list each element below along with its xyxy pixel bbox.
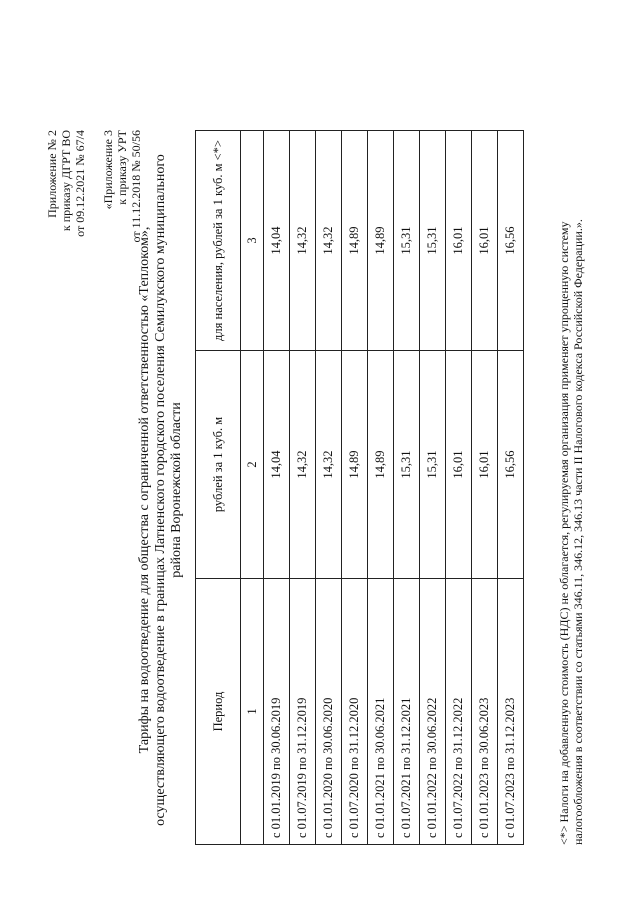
title-line: Тарифы на водоотведение для общества с ограниченной ответственностью «Теплоком», xyxy=(137,226,152,754)
period-cell: с 01.07.2021 по 31.12.2021 xyxy=(394,579,420,845)
period-cell: с 01.07.2020 по 31.12.2020 xyxy=(342,579,368,845)
population-price-cell: 14,32 xyxy=(316,131,342,351)
title-line: района Воронежской области xyxy=(169,402,184,578)
period-cell: с 01.01.2023 по 30.06.2023 xyxy=(472,579,498,845)
price-cell: 14,32 xyxy=(316,351,342,579)
footnote xyxy=(557,130,585,845)
population-price-cell: 15,31 xyxy=(394,131,420,351)
period-cell: с 01.01.2020 по 30.06.2020 xyxy=(316,579,342,845)
population-price-cell: 14,89 xyxy=(368,131,394,351)
approval-line: от 09.12.2021 № 67/4 xyxy=(73,130,87,237)
tariff-table xyxy=(195,130,524,845)
approval-line: Приложение № 2 xyxy=(45,130,59,218)
table-row xyxy=(498,131,524,845)
column-number: 3 xyxy=(241,131,264,351)
period-cell: с 01.07.2022 по 31.12.2022 xyxy=(446,579,472,845)
price-cell: 14,04 xyxy=(264,351,290,579)
population-price-cell: 15,31 xyxy=(420,131,446,351)
column-number-row xyxy=(241,131,264,845)
approval-line: к приказу ДГРТ ВО xyxy=(59,130,73,232)
title-line: осуществляющего водоотведение в границах Латненского городского поселения Семилукского муниципального xyxy=(153,154,168,826)
footnote-line: налогообложения в соответствии со статьями 346.11, 346.12, 346.13 части II Налогового кодекса Российской Федерации.». xyxy=(571,219,585,845)
table-row xyxy=(446,131,472,845)
price-cell: 16,01 xyxy=(472,351,498,579)
table-row xyxy=(290,131,316,845)
document-page xyxy=(45,120,605,860)
header-period: Период xyxy=(196,579,241,845)
document-title xyxy=(137,120,185,860)
period-cell: с 01.07.2023 по 31.12.2023 xyxy=(498,579,524,845)
table-row xyxy=(342,131,368,845)
price-cell: 16,56 xyxy=(498,351,524,579)
approval-line: к приказу УРТ xyxy=(115,130,129,205)
population-price-cell: 14,04 xyxy=(264,131,290,351)
column-number: 2 xyxy=(241,351,264,579)
period-cell: с 01.07.2019 по 31.12.2019 xyxy=(290,579,316,845)
footnote-line: <*> Налоги на добавленную стоимость (НДС) не облагается, регулируемая организация применяет упрощенную систему xyxy=(557,221,571,845)
population-price-cell: 14,89 xyxy=(342,131,368,351)
table-row xyxy=(316,131,342,845)
period-cell: с 01.01.2019 по 30.06.2019 xyxy=(264,579,290,845)
population-price-cell: 16,01 xyxy=(446,131,472,351)
table-row xyxy=(420,131,446,845)
table-row xyxy=(264,131,290,845)
approval-line: от 11.12.2018 № 50/56 xyxy=(129,130,143,243)
price-cell: 15,31 xyxy=(420,351,446,579)
approval-line: «Приложение 3 xyxy=(101,130,115,210)
price-cell: 14,89 xyxy=(342,351,368,579)
period-cell: с 01.01.2021 по 30.06.2021 xyxy=(368,579,394,845)
population-price-cell: 14,32 xyxy=(290,131,316,351)
price-cell: 14,89 xyxy=(368,351,394,579)
approval-block-current xyxy=(45,130,87,430)
table-row xyxy=(394,131,420,845)
column-number: 1 xyxy=(241,579,264,845)
population-price-cell: 16,56 xyxy=(498,131,524,351)
period-cell: с 01.01.2022 по 30.06.2022 xyxy=(420,579,446,845)
header-population-price: для населения, рублей за 1 куб. м <*> xyxy=(196,131,241,351)
table-row xyxy=(368,131,394,845)
price-cell: 16,01 xyxy=(446,351,472,579)
table-row xyxy=(472,131,498,845)
price-cell: 15,31 xyxy=(394,351,420,579)
price-cell: 14,32 xyxy=(290,351,316,579)
population-price-cell: 16,01 xyxy=(472,131,498,351)
header-price: рублей за 1 куб. м xyxy=(196,351,241,579)
table-header-row xyxy=(196,131,241,845)
